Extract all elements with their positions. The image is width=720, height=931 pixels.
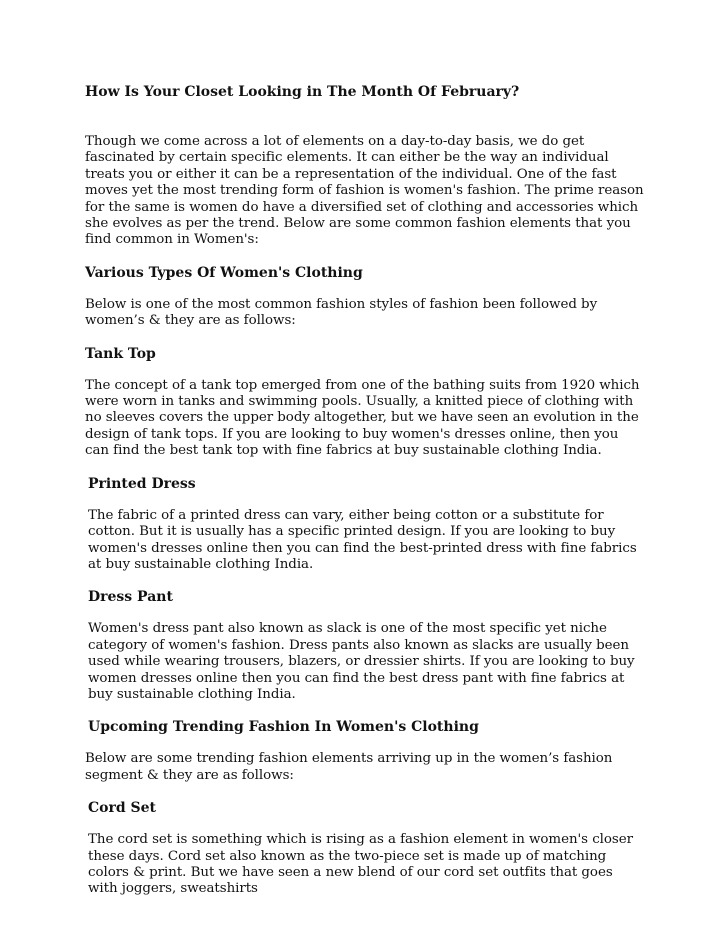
document-title: How Is Your Closet Looking in The Month Of February? xyxy=(85,84,520,100)
section-heading-cord-set: Cord Set xyxy=(88,800,157,817)
section-heading-various-types: Various Types Of Women's Clothing xyxy=(85,264,363,281)
intro-paragraph: Though we come across a lot of elements on a day-to-day basis, we do get fascinated by certain specific elements. It can either be the way an individual treats you or either it can be a representation of the individual. One of the fast moves yet the most trending form of fashion is women's fashion. The prime reason for the same is women do have a diversified set of clothing and accessories which she evolves as per the trend. Below are some common fashion elements that you find common in Women's: xyxy=(85,134,644,248)
section-heading-upcoming-trends: Upcoming Trending Fashion In Women's Clothing xyxy=(88,719,479,736)
section-text-dress-pant: Women's dress pant also known as slack is one of the most specific yet niche category of women's fashion. Dress pants also known as slacks are usually been used while wearing trousers, blazers, or dressier shirts. If you are looking to buy women dresses online then you can find the best dress pant with fine fabrics at buy sustainable clothing India. xyxy=(88,621,635,702)
section-text-various-types: Below is one of the most common fashion styles of fashion been followed by women’s & they are as follows: xyxy=(85,296,598,329)
section-text-printed-dress: The fabric of a printed dress can vary, either being cotton or a substitute for cotton. But it is usually has a specific printed design. If you are looking to buy women's dresses online then you can find the best-printed dress with fine fabrics at buy sustainable clothing India. xyxy=(88,507,637,572)
section-text-tank-top: The concept of a tank top emerged from one of the bathing suits from 1920 which were worn in tanks and swimming pools. Usually, a knitted piece of clothing with no sleeves covers the upper body altogether, but we have seen an evolution in the design of tank tops. If you are looking to buy women's dresses online, then you can find the best tank top with fine fabrics at buy sustainable clothing India. xyxy=(85,377,640,459)
section-text-cord-set: The cord set is something which is rising as a fashion element in women's closer these days. Cord set also known as the two-piece set is made up of matching colors & print. But we have seen a new blend of our cord set outfits that goes with joggers, sweatshirts xyxy=(88,832,633,897)
section-text-upcoming-trends: Below are some trending fashion elements arriving up in the women’s fashion segment & they are as follows: xyxy=(85,751,613,783)
section-heading-tank-top: Tank Top xyxy=(85,345,156,362)
document-page xyxy=(85,82,645,912)
section-heading-printed-dress: Printed Dress xyxy=(88,475,196,492)
section-heading-dress-pant: Dress Pant xyxy=(88,589,173,606)
